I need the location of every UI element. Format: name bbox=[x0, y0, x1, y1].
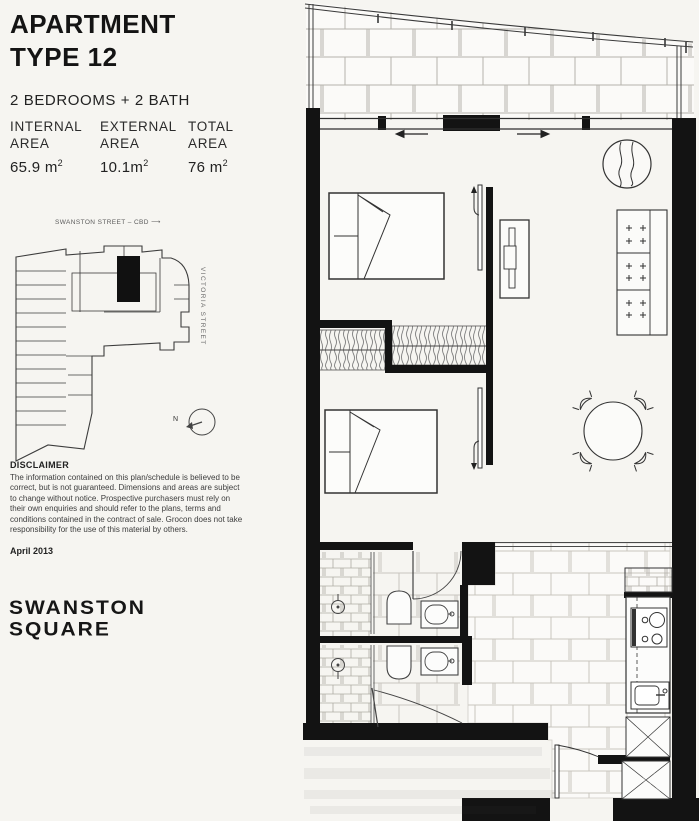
disclaimer-block bbox=[10, 460, 244, 556]
vanity-basin-2 bbox=[421, 648, 458, 675]
appliance-space-fridge bbox=[626, 717, 670, 757]
area-value: 76 $m^2$ bbox=[188, 158, 228, 176]
total-area-stat bbox=[188, 118, 278, 176]
floor-plan bbox=[295, 0, 699, 821]
compass-icon bbox=[186, 409, 215, 435]
logo-line1: SWANSTON bbox=[9, 597, 146, 619]
balcony bbox=[305, 2, 694, 120]
swanston-square-logo bbox=[9, 597, 146, 640]
page-title-line1: APARTMENT bbox=[10, 9, 176, 39]
disclaimer-heading: DISCLAIMER bbox=[10, 460, 69, 470]
street-label-swanston: SWANSTON STREET – CBD ⟶ bbox=[55, 219, 161, 226]
sliding-door-arrows bbox=[396, 131, 549, 138]
bedroom1-sliding-door bbox=[471, 185, 482, 270]
street-label-victoria: VICTORIA STREET bbox=[199, 267, 206, 346]
disclaimer-text: The information contained on this plan/schedule is believed to be correct, but is not guaranteed. Dimensions and areas are subject to change without notice. Prospective purchasers must rely on their own enquiries and should refer to the plans, terms and conditions contained in the contract of sale. Grocon does not take responsibility for the use of this material by others. bbox=[10, 473, 243, 535]
compass-north-label: N bbox=[173, 416, 179, 423]
dining-table bbox=[573, 391, 654, 472]
tv-unit bbox=[500, 220, 529, 298]
area-value: $10.1m^2$ bbox=[100, 158, 149, 176]
bed-2 bbox=[325, 410, 437, 493]
bedroom2-sliding-door bbox=[471, 388, 482, 470]
area-label: AREA bbox=[10, 136, 50, 151]
bedroom-bath-config: 2 BEDROOMS + 2 BATH bbox=[10, 92, 190, 109]
building-footprint bbox=[16, 246, 189, 461]
watermark: W bbox=[640, 767, 667, 798]
site-plan-map bbox=[8, 215, 220, 465]
toilet-icon bbox=[387, 591, 411, 624]
area-label: EXTERNAL bbox=[100, 119, 177, 134]
sink-icon bbox=[631, 682, 669, 709]
page-title-line2: TYPE 12 bbox=[10, 42, 118, 72]
vanity-basin-1 bbox=[421, 601, 458, 628]
shower-1 bbox=[320, 552, 371, 636]
page-title bbox=[10, 8, 176, 74]
bed-1 bbox=[329, 193, 444, 279]
area-value: 65.9 $m^2$ bbox=[10, 158, 63, 176]
logo-line2: SQUARE bbox=[9, 618, 111, 641]
kitchen bbox=[622, 568, 672, 799]
subject-apartment-marker bbox=[117, 256, 140, 302]
internal-area-stat bbox=[10, 118, 100, 176]
area-label: AREA bbox=[188, 136, 228, 151]
cooktop-icon bbox=[631, 608, 667, 647]
shower-2 bbox=[320, 645, 371, 723]
shelf-unit bbox=[617, 210, 667, 335]
area-label: TOTAL bbox=[188, 119, 234, 134]
arrow-right-icon: ⟶ bbox=[151, 219, 161, 226]
area-label: INTERNAL bbox=[10, 119, 83, 134]
wardrobes bbox=[318, 326, 487, 370]
toilet-icon bbox=[387, 646, 411, 679]
external-area-stat bbox=[100, 118, 190, 176]
area-label: AREA bbox=[100, 136, 140, 151]
plan-date: April 2013 bbox=[10, 546, 54, 557]
column bbox=[603, 140, 651, 188]
